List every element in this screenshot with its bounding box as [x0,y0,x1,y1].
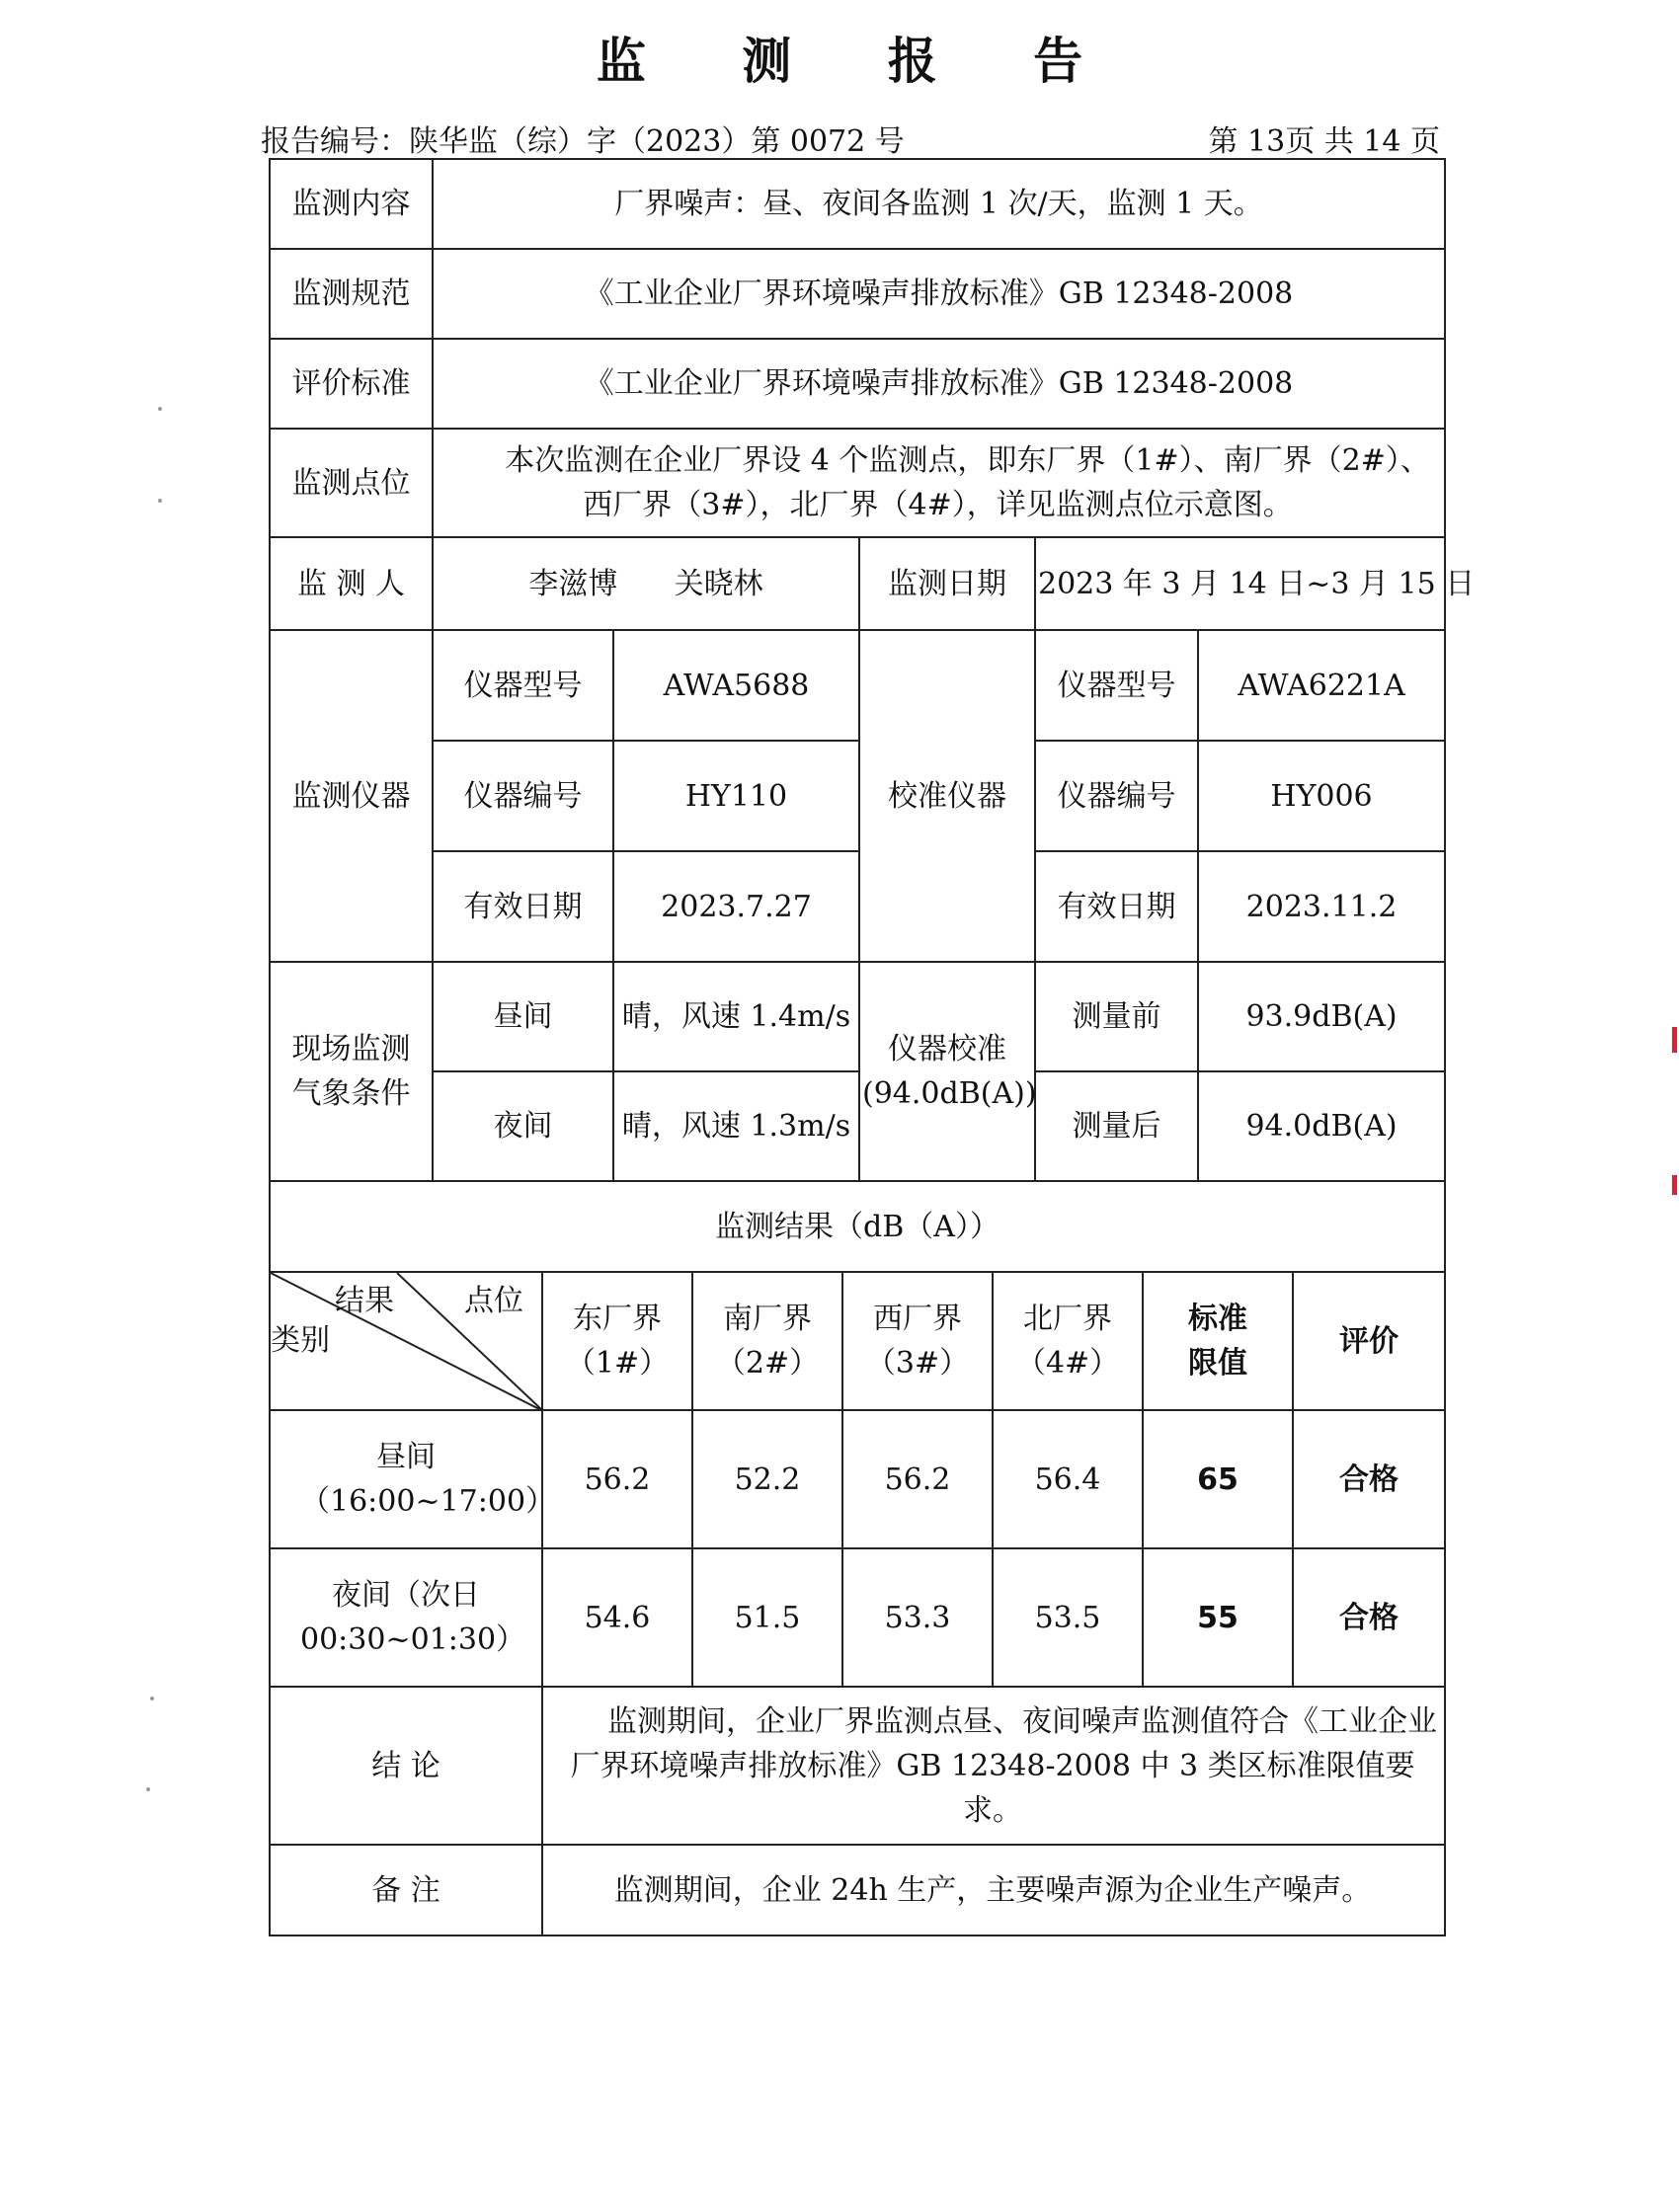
cell-day-west: 56.2 [842,1410,993,1548]
cell-night-limit: 55 [1143,1548,1293,1687]
col-header-limit: 标准限值 [1143,1272,1293,1410]
calib-valid-value: 2023.11.2 [1198,851,1445,962]
col-header-east: 东厂界（1#） [542,1272,692,1410]
cell-day-south: 52.2 [692,1410,842,1548]
results-header-row [270,1272,1445,1410]
conclusion-label: 结 论 [270,1687,542,1845]
cell-day-east: 56.2 [542,1410,692,1548]
cell-night-south: 51.5 [692,1548,842,1687]
diagonal-header-cell [270,1272,542,1410]
results-table [269,1180,1446,1936]
row-label-day: 昼间（16:00~17:00） [270,1410,542,1548]
conclusion-row [270,1687,1445,1845]
row-instrument-number [270,741,1445,851]
row-eval-standard [270,339,1445,429]
after-value: 94.0dB(A) [1198,1071,1445,1181]
before-label: 测量前 [1035,962,1198,1071]
scan-red-mark [1672,1175,1677,1195]
monitor-valid-label: 有效日期 [433,851,613,962]
row-people [270,537,1445,630]
cell-night-north: 53.5 [993,1548,1143,1687]
results-title-row [270,1181,1445,1272]
scan-red-mark [1672,1027,1677,1053]
content-label: 监测内容 [270,159,433,249]
spec-value: 《工业企业厂界环境噪声排放标准》GB 12348-2008 [433,249,1445,339]
row-instrument-model [270,630,1445,741]
col-header-north: 北厂界（4#） [993,1272,1143,1410]
document-title: 监 测 报 告 [596,33,1123,90]
spec-label: 监测规范 [270,249,433,339]
content-value: 厂界噪声：昼、夜间各监测 1 次/天，监测 1 天。 [433,159,1445,249]
after-label: 测量后 [1035,1071,1198,1181]
monitor-number-value: HY110 [613,741,859,851]
calib-check-label: 仪器校准(94.0dB(A)) [859,962,1035,1181]
cell-night-west: 53.3 [842,1548,993,1687]
calib-valid-label: 有效日期 [1035,851,1198,962]
row-spec [270,249,1445,339]
monitor-model-label: 仪器型号 [433,630,613,741]
date-label: 监测日期 [859,537,1035,630]
col-header-south: 南厂界（2#） [692,1272,842,1410]
calib-model-label: 仪器型号 [1035,630,1198,741]
monitor-number-label: 仪器编号 [433,741,613,851]
weather-night-label: 夜间 [433,1071,613,1181]
report-table [269,158,1476,1182]
scan-speck [158,407,162,411]
scan-speck [146,1787,150,1791]
result-row-night [270,1548,1445,1687]
row-label-night: 夜间（次日00:30~01:30） [270,1548,542,1687]
monitor-model-value: AWA5688 [613,630,859,741]
points-label: 监测点位 [270,429,433,537]
report-number: 报告编号：陕华监（综）字（2023）第 0072 号 [261,124,905,159]
points-value: 本次监测在企业厂界设 4 个监测点，即东厂界（1#）、南厂界（2#）、西厂界（3#），北厂界（4#），详见监测点位示意图。 [433,429,1445,537]
row-weather-day [270,962,1445,1071]
remark-label: 备 注 [270,1845,542,1936]
scan-speck [150,1697,154,1700]
cell-day-limit: 65 [1143,1410,1293,1548]
weather-day-label: 昼间 [433,962,613,1071]
col-header-west: 西厂界（3#） [842,1272,993,1410]
remark-text: 监测期间，企业 24h 生产，主要噪声源为企业生产噪声。 [542,1845,1445,1936]
calib-model-value: AWA6221A [1198,630,1445,741]
report-table-wrapper [269,158,1476,1936]
conclusion-text: 监测期间，企业厂界监测点昼、夜间噪声监测值符合《工业企业厂界环境噪声排放标准》GB 12348-2008 中 3 类区标准限值要求。 [542,1687,1445,1845]
cell-day-north: 56.4 [993,1410,1143,1548]
calib-instrument-label: 校准仪器 [859,630,1035,962]
calib-number-label: 仪器编号 [1035,741,1198,851]
eval-value: 《工业企业厂界环境噪声排放标准》GB 12348-2008 [433,339,1445,429]
row-weather-night [270,1071,1445,1181]
before-value: 93.9dB(A) [1198,962,1445,1071]
diag-result-label: 结果 [335,1284,394,1318]
weather-night-value: 晴，风速 1.3m/s [613,1071,859,1181]
row-instrument-valid [270,851,1445,962]
cell-day-eval: 合格 [1293,1410,1445,1548]
result-row-day [270,1410,1445,1548]
scan-speck [158,499,162,503]
page-info: 第 13页 共 14 页 [1208,124,1440,159]
instrument-label: 监测仪器 [270,630,433,962]
col-header-eval: 评价 [1293,1272,1445,1410]
weather-day-value: 晴，风速 1.4m/s [613,962,859,1071]
diag-category-label: 类别 [271,1323,330,1358]
row-points [270,429,1445,537]
weather-label: 现场监测气象条件 [270,962,433,1181]
remark-row [270,1845,1445,1936]
cell-night-eval: 合格 [1293,1548,1445,1687]
row-content [270,159,1445,249]
people-label: 监 测 人 [270,537,433,630]
date-value: 2023 年 3 月 14 日~3 月 15 日 [1035,537,1445,630]
people-value: 李滋博 关晓林 [433,537,859,630]
cell-night-east: 54.6 [542,1548,692,1687]
diag-point-label: 点位 [464,1284,523,1318]
monitor-valid-value: 2023.7.27 [613,851,859,962]
results-title: 监测结果（dB（A）） [270,1181,1445,1272]
calib-number-value: HY006 [1198,741,1445,851]
eval-label: 评价标准 [270,339,433,429]
